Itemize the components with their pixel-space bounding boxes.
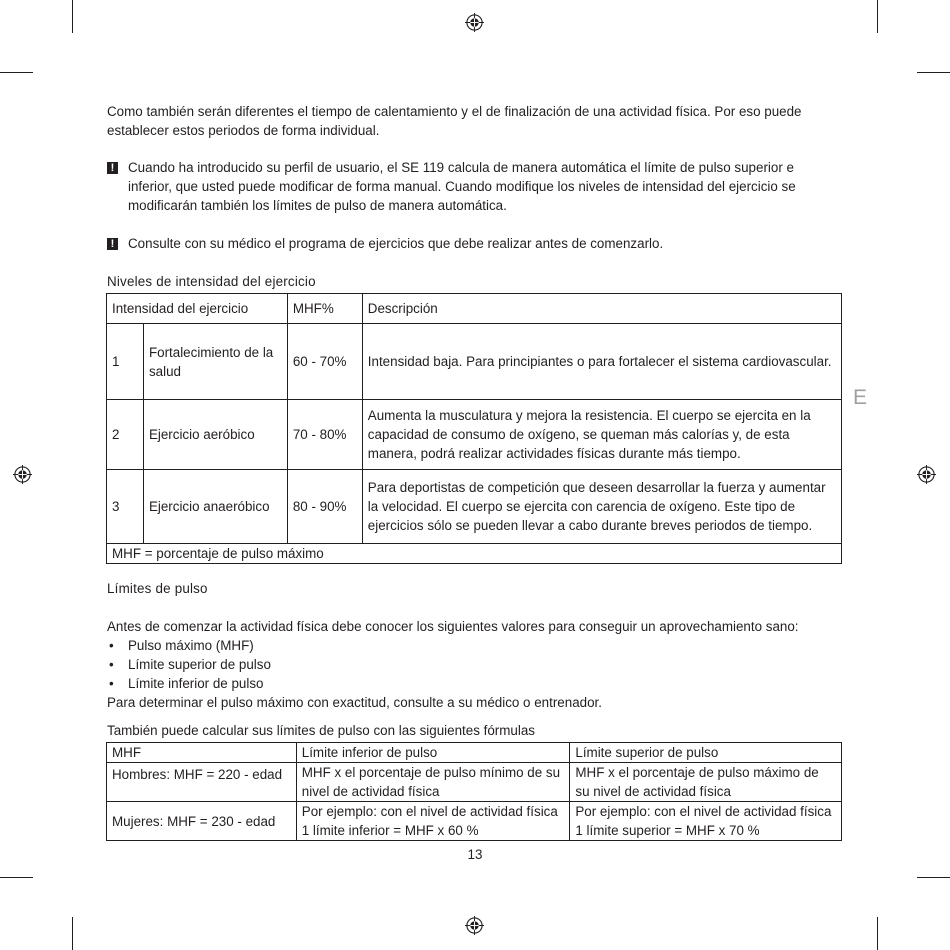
crop-mark xyxy=(877,0,878,33)
intro-paragraph xyxy=(107,102,867,140)
crop-mark xyxy=(0,877,33,878)
level-name: Ejercicio anaeróbico xyxy=(143,470,287,544)
level-description: Aumenta la musculatura y mejora la resistencia. El cuerpo se ejercita en la capacidad de consumo de oxígeno, se queman más calorías y, de esta manera, podrá realizar actividades físicas durante más tiempo. xyxy=(362,400,841,470)
level-number: 2 xyxy=(107,400,144,470)
intro-line: Como también serán diferentes el tiempo de calentamiento y el de finalización de una actividad física. Por eso puede xyxy=(107,104,802,119)
upper-limit-formula: MHF x el porcentaje de pulso máximo de su nivel de actividad física xyxy=(570,763,842,802)
lower-limit-example: Por ejemplo: con el nivel de actividad física 1 límite inferior = MHF x 60 % xyxy=(296,802,570,841)
header-upper-limit: Límite superior de pulso xyxy=(570,743,842,763)
crop-mark xyxy=(0,72,33,73)
table-row xyxy=(107,470,842,544)
exclamation-icon: ! xyxy=(107,162,118,174)
men-formula: Hombres: MHF = 220 - edad xyxy=(107,763,297,802)
level-name: Fortalecimiento de la salud xyxy=(143,324,287,400)
upper-limit-example: Por ejemplo: con el nivel de actividad física 1 límite superior = MHF x 70 % xyxy=(570,802,842,841)
list-item: • Pulso máximo (MHF) xyxy=(107,636,867,655)
formula-table xyxy=(106,742,842,841)
intro-line: establecer estos periodos de forma individual. xyxy=(107,123,380,138)
note-auto-limits xyxy=(128,158,868,215)
registration-mark-icon xyxy=(465,13,484,32)
table-row xyxy=(107,802,842,841)
registration-mark-icon xyxy=(465,916,484,935)
list-item: • Límite superior de pulso xyxy=(107,655,867,674)
level-name: Ejercicio aeróbico xyxy=(143,400,287,470)
note-line: Consulte con su médico el programa de ejercicios que debe realizar antes de comenzarlo. xyxy=(128,236,664,251)
formula-intro: También puede calcular sus límites de pulso con las siguientes fórmulas xyxy=(107,723,535,738)
table-header-row xyxy=(107,743,842,763)
table-row xyxy=(107,763,842,802)
header-description: Descripción xyxy=(362,294,841,324)
level-mhf: 60 - 70% xyxy=(287,324,362,400)
table-footnote-row xyxy=(107,544,842,564)
pulse-values-list xyxy=(107,636,867,693)
crop-mark xyxy=(72,917,73,950)
language-tab-label: E xyxy=(853,386,868,409)
level-number: 3 xyxy=(107,470,144,544)
level-mhf: 80 - 90% xyxy=(287,470,362,544)
level-number: 1 xyxy=(107,324,144,400)
crop-mark xyxy=(917,72,950,73)
note-line: inferior, que usted puede modificar de forma manual. Cuando modifique los niveles de intensidad del ejercicio se xyxy=(128,179,796,194)
registration-mark-icon xyxy=(917,465,936,484)
header-mhf: MHF% xyxy=(287,294,362,324)
lower-limit-formula: MHF x el porcentaje de pulso mínimo de su nivel de actividad física xyxy=(296,763,570,802)
crop-mark xyxy=(72,0,73,33)
header-intensity: Intensidad del ejercicio xyxy=(107,294,288,324)
section-title-pulse-limits: Límites de pulso xyxy=(107,581,208,596)
level-mhf: 70 - 80% xyxy=(287,400,362,470)
registration-mark-icon xyxy=(13,465,32,484)
level-description: Intensidad baja. Para principiantes o para fortalecer el sistema cardiovascular. xyxy=(362,324,841,400)
header-mhf: MHF xyxy=(107,743,297,763)
pulse-after: Para determinar el pulso máximo con exactitud, consulte a su médico o entrenador. xyxy=(107,695,602,710)
mhf-footnote: MHF = porcentaje de pulso máximo xyxy=(107,544,842,564)
pulse-intro: Antes de comenzar la actividad física debe conocer los siguientes valores para conseguir un aprovechamiento sano: xyxy=(107,619,799,634)
header-lower-limit: Límite inferior de pulso xyxy=(296,743,570,763)
crop-mark xyxy=(917,877,950,878)
table-row xyxy=(107,400,842,470)
pulse-limits-body xyxy=(107,617,867,712)
women-formula: Mujeres: MHF = 230 - edad xyxy=(107,802,297,841)
table-header-row xyxy=(107,294,842,324)
table-row xyxy=(107,324,842,400)
page-number: 13 xyxy=(467,847,483,862)
note-consult-doctor xyxy=(128,234,868,253)
level-description: Para deportistas de competición que deseen desarrollar la fuerza y aumentar la velocidad. El cuerpo se ejercita con carencia de oxígeno. Este tipo de ejercicios sólo se pueden llevar a cabo durante breves periodos de tiempo. xyxy=(362,470,841,544)
list-item: • Límite inferior de pulso xyxy=(107,674,867,693)
intensity-table xyxy=(106,293,842,564)
crop-mark xyxy=(877,917,878,950)
note-line: Cuando ha introducido su perfil de usuario, el SE 119 calcula de manera automática el límite de pulso superior e xyxy=(128,160,794,175)
note-line: modificarán también los límites de pulso de manera automática. xyxy=(128,198,507,213)
section-title-intensity: Niveles de intensidad del ejercicio xyxy=(107,274,316,289)
exclamation-icon: ! xyxy=(107,238,118,250)
